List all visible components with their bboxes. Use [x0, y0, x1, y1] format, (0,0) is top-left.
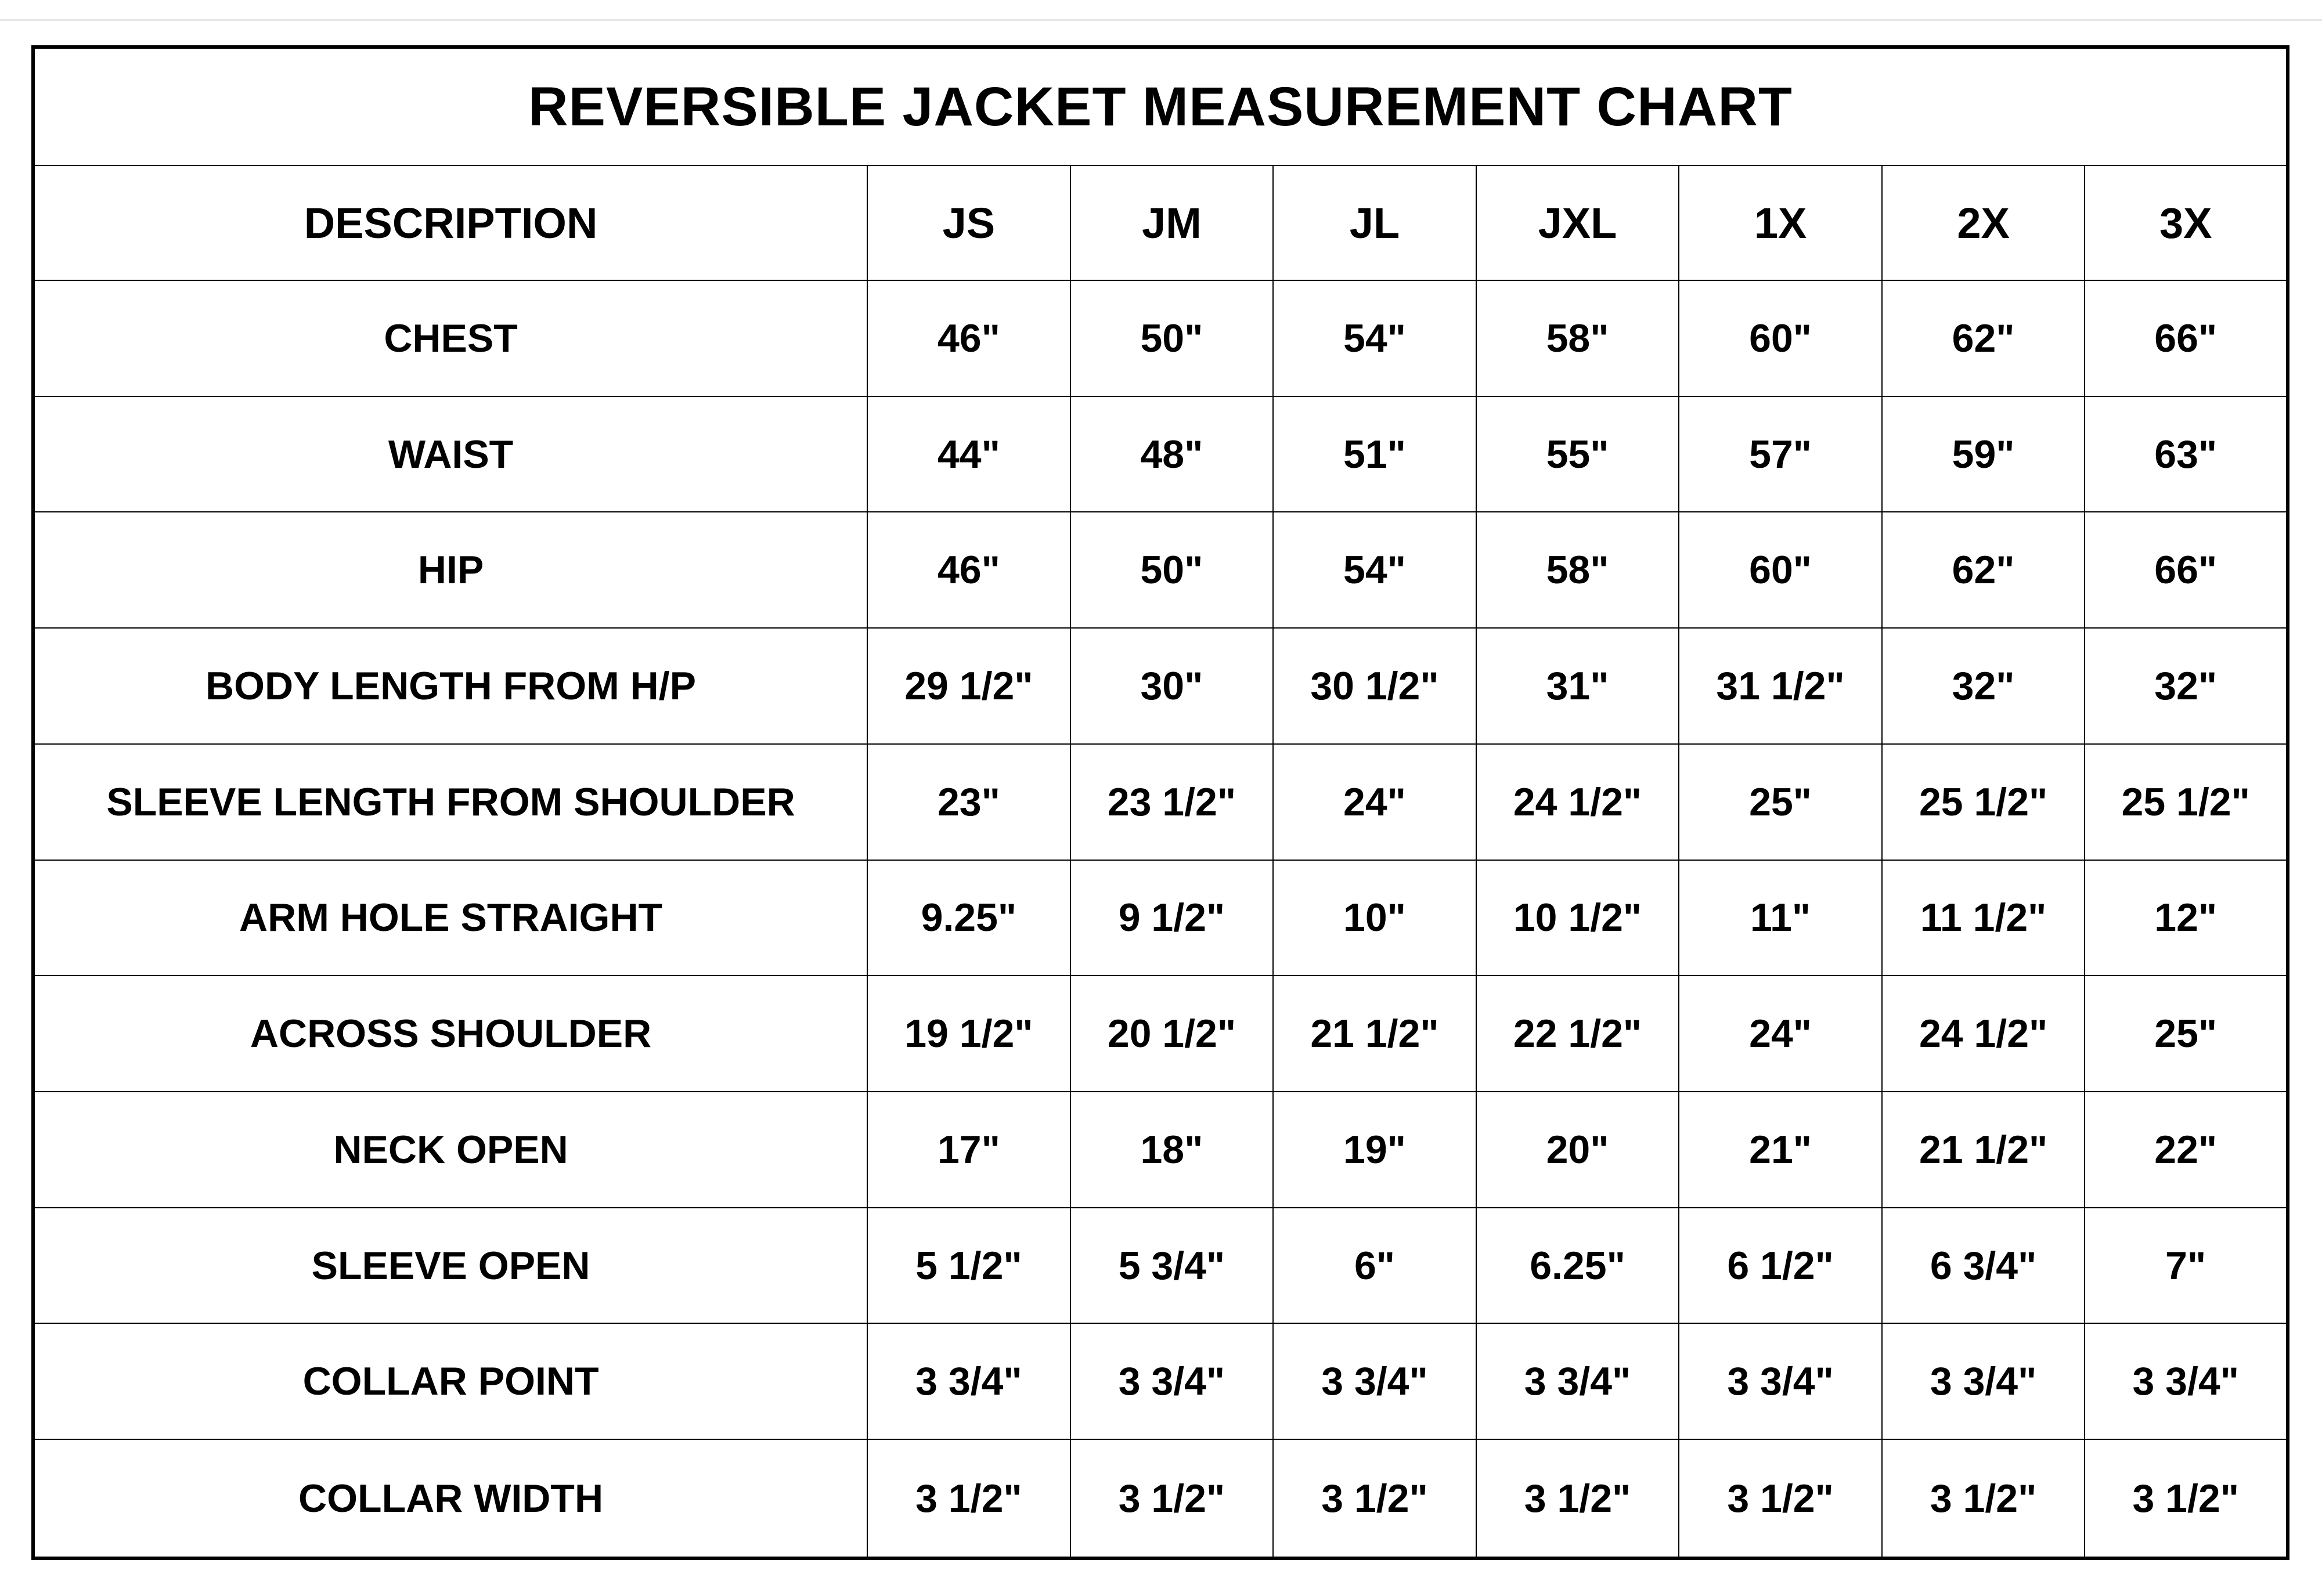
measurement-cell: 58": [1476, 512, 1679, 628]
measurement-cell: 25": [1679, 744, 1882, 860]
table-row: [33, 1439, 2288, 1558]
measurement-cell: 31": [1476, 628, 1679, 744]
measurement-cell: 18": [1070, 1092, 1274, 1208]
table-row: [33, 744, 2288, 860]
measurement-cell: 46": [867, 280, 1070, 396]
measurement-cell: 3 3/4": [1679, 1323, 1882, 1439]
row-label: ACROSS SHOULDER: [33, 976, 867, 1092]
measurement-cell: 10 1/2": [1476, 860, 1679, 976]
chart-title: REVERSIBLE JACKET MEASUREMENT CHART: [33, 47, 2288, 165]
measurement-cell: 62": [1882, 280, 2085, 396]
measurement-cell: 51": [1273, 396, 1476, 512]
measurement-cell: 3 3/4": [1070, 1323, 1274, 1439]
measurement-cell: 3 3/4": [1882, 1323, 2085, 1439]
measurement-cell: 63": [2085, 396, 2288, 512]
column-header-1x: 1X: [1679, 165, 1882, 280]
table-row: [33, 1208, 2288, 1324]
column-header-jxl: JXL: [1476, 165, 1679, 280]
measurement-cell: 3 3/4": [867, 1323, 1070, 1439]
title-row: [33, 47, 2288, 165]
column-header-row: [33, 165, 2288, 280]
table-row: [33, 1092, 2288, 1208]
measurement-cell: 54": [1273, 280, 1476, 396]
column-header-jl: JL: [1273, 165, 1476, 280]
table-row: [33, 976, 2288, 1092]
measurement-cell: 66": [2085, 512, 2288, 628]
measurement-cell: 60": [1679, 280, 1882, 396]
measurement-cell: 46": [867, 512, 1070, 628]
measurement-cell: 10": [1273, 860, 1476, 976]
measurement-cell: 66": [2085, 280, 2288, 396]
measurement-cell: 20": [1476, 1092, 1679, 1208]
measurement-cell: 11 1/2": [1882, 860, 2085, 976]
row-label: COLLAR WIDTH: [33, 1439, 867, 1558]
measurement-cell: 44": [867, 396, 1070, 512]
measurement-cell: 6.25": [1476, 1208, 1679, 1324]
measurement-cell: 24": [1679, 976, 1882, 1092]
measurement-cell: 19 1/2": [867, 976, 1070, 1092]
measurement-cell: 25": [2085, 976, 2288, 1092]
measurement-cell: 55": [1476, 396, 1679, 512]
column-header-jm: JM: [1070, 165, 1274, 280]
measurement-cell: 30 1/2": [1273, 628, 1476, 744]
table-row: [33, 280, 2288, 396]
measurement-cell: 24": [1273, 744, 1476, 860]
measurement-cell: 3 3/4": [1273, 1323, 1476, 1439]
row-label: CHEST: [33, 280, 867, 396]
measurement-cell: 3 1/2": [2085, 1439, 2288, 1558]
table-row: [33, 512, 2288, 628]
measurement-cell: 21 1/2": [1882, 1092, 2085, 1208]
column-header-3x: 3X: [2085, 165, 2288, 280]
measurement-cell: 25 1/2": [1882, 744, 2085, 860]
measurement-cell: 54": [1273, 512, 1476, 628]
measurement-cell: 21": [1679, 1092, 1882, 1208]
table-body: [33, 280, 2288, 1558]
measurement-cell: 50": [1070, 512, 1274, 628]
measurement-cell: 58": [1476, 280, 1679, 396]
measurement-cell: 20 1/2": [1070, 976, 1274, 1092]
measurement-cell: 22": [2085, 1092, 2288, 1208]
measurement-cell: 3 3/4": [2085, 1323, 2288, 1439]
measurement-cell: 6": [1273, 1208, 1476, 1324]
measurement-cell: 3 1/2": [1070, 1439, 1274, 1558]
row-label: BODY LENGTH FROM H/P: [33, 628, 867, 744]
table-row: [33, 860, 2288, 976]
column-header-2x: 2X: [1882, 165, 2085, 280]
row-label: HIP: [33, 512, 867, 628]
row-label: WAIST: [33, 396, 867, 512]
measurement-cell: 11": [1679, 860, 1882, 976]
table-row: [33, 1323, 2288, 1439]
measurement-cell: 7": [2085, 1208, 2288, 1324]
measurement-cell: 5 3/4": [1070, 1208, 1274, 1324]
row-label: SLEEVE OPEN: [33, 1208, 867, 1324]
measurement-cell: 3 1/2": [1679, 1439, 1882, 1558]
measurement-cell: 3 3/4": [1476, 1323, 1679, 1439]
table-row: [33, 396, 2288, 512]
measurement-cell: 59": [1882, 396, 2085, 512]
row-label: NECK OPEN: [33, 1092, 867, 1208]
measurement-cell: 32": [2085, 628, 2288, 744]
measurement-cell: 62": [1882, 512, 2085, 628]
measurement-cell: 60": [1679, 512, 1882, 628]
measurement-cell: 48": [1070, 396, 1274, 512]
table-row: [33, 628, 2288, 744]
page-top-divider: [0, 19, 2322, 21]
measurement-cell: 23": [867, 744, 1070, 860]
measurement-cell: 19": [1273, 1092, 1476, 1208]
measurement-cell: 12": [2085, 860, 2288, 976]
measurement-cell: 3 1/2": [1476, 1439, 1679, 1558]
measurement-cell: 23 1/2": [1070, 744, 1274, 860]
measurement-cell: 6 3/4": [1882, 1208, 2085, 1324]
row-label: SLEEVE LENGTH FROM SHOULDER: [33, 744, 867, 860]
measurement-cell: 24 1/2": [1882, 976, 2085, 1092]
measurement-cell: 6 1/2": [1679, 1208, 1882, 1324]
column-header-description: DESCRIPTION: [33, 165, 867, 280]
measurement-cell: 30": [1070, 628, 1274, 744]
measurement-cell: 3 1/2": [1273, 1439, 1476, 1558]
measurement-cell: 3 1/2": [867, 1439, 1070, 1558]
row-label: ARM HOLE STRAIGHT: [33, 860, 867, 976]
column-header-js: JS: [867, 165, 1070, 280]
measurement-chart-table: [31, 45, 2289, 1560]
measurement-cell: 22 1/2": [1476, 976, 1679, 1092]
measurement-cell: 9.25": [867, 860, 1070, 976]
table-head: [33, 47, 2288, 280]
measurement-cell: 24 1/2": [1476, 744, 1679, 860]
row-label: COLLAR POINT: [33, 1323, 867, 1439]
measurement-cell: 31 1/2": [1679, 628, 1882, 744]
measurement-cell: 5 1/2": [867, 1208, 1070, 1324]
measurement-cell: 25 1/2": [2085, 744, 2288, 860]
measurement-cell: 57": [1679, 396, 1882, 512]
measurement-cell: 32": [1882, 628, 2085, 744]
measurement-cell: 9 1/2": [1070, 860, 1274, 976]
measurement-cell: 29 1/2": [867, 628, 1070, 744]
measurement-cell: 3 1/2": [1882, 1439, 2085, 1558]
measurement-cell: 17": [867, 1092, 1070, 1208]
measurement-cell: 21 1/2": [1273, 976, 1476, 1092]
measurement-cell: 50": [1070, 280, 1274, 396]
